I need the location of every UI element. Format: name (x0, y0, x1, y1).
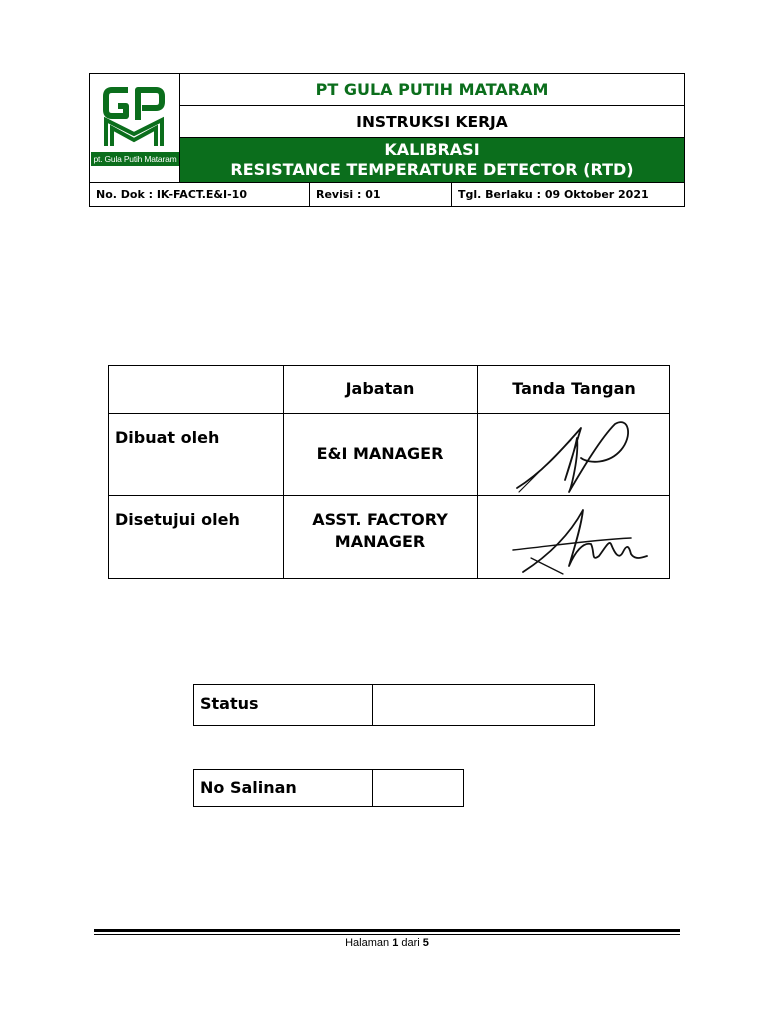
document-number: No. Dok : IK-FACT.E&I-10 (90, 183, 310, 207)
status-label: Status (200, 694, 259, 713)
signature-approved-by (511, 504, 671, 578)
company-logo (90, 74, 180, 182)
title-line-2: RESISTANCE TEMPERATURE DETECTOR (RTD) (230, 160, 634, 179)
page-prefix: Halaman (345, 937, 390, 949)
page-current: 1 (392, 937, 399, 949)
column-divider (372, 685, 373, 725)
document-meta-row (90, 182, 684, 207)
signature-created-by (511, 418, 641, 494)
approval-table (108, 365, 670, 579)
page-separator: dari (401, 937, 420, 949)
role-approved-by: Disetujui oleh (115, 510, 240, 529)
copy-number-label: No Salinan (200, 778, 297, 797)
gpm-logo-icon (98, 80, 172, 150)
page-total: 5 (422, 937, 429, 949)
document-header (89, 73, 685, 207)
title-line-1: KALIBRASI (384, 140, 480, 159)
column-divider (372, 770, 373, 806)
header-signature: Tanda Tangan (512, 379, 636, 398)
position-approved-by-line2: MANAGER (334, 532, 426, 551)
status-table (193, 684, 595, 726)
header-position: Jabatan (345, 379, 415, 398)
document-type: INSTRUKSI KERJA (180, 106, 684, 138)
logo-caption: pt. Gula Putih Mataram (91, 152, 179, 166)
page-number (94, 936, 680, 950)
effective-date: Tgl. Berlaku : 09 Oktober 2021 (458, 188, 649, 201)
company-name: PT GULA PUTIH MATARAM (180, 74, 684, 106)
document-title (180, 138, 684, 182)
copy-number-table (193, 769, 464, 807)
row-divider (109, 495, 669, 496)
revision-number: Revisi : 01 (310, 183, 452, 207)
footer-rule (94, 934, 680, 935)
position-created-by: E&I MANAGER (316, 444, 444, 463)
footer-rule (94, 929, 680, 932)
position-approved-by-line1: ASST. FACTORY (312, 510, 448, 529)
row-divider (109, 413, 669, 414)
role-created-by: Dibuat oleh (115, 428, 220, 447)
